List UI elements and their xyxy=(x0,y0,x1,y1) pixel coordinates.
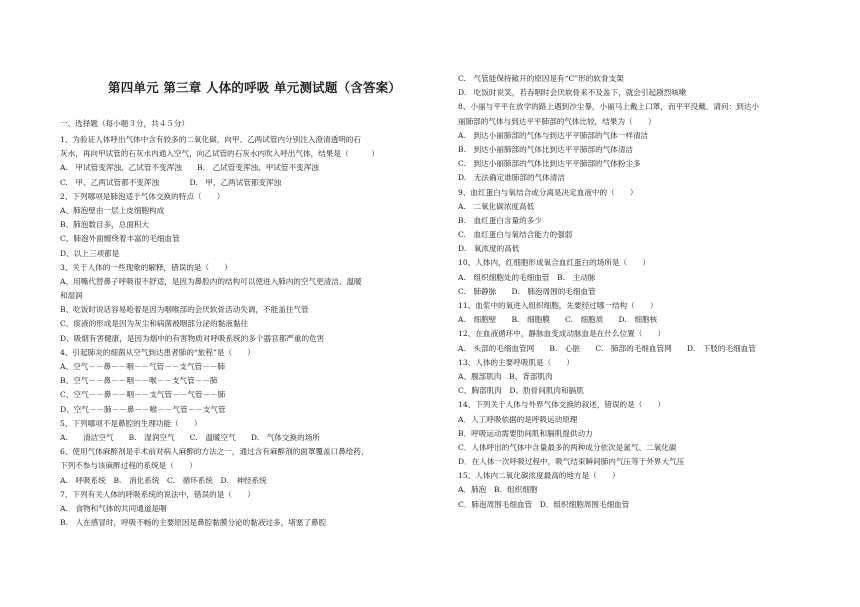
right-column-line: 10、人体内，红细胞形成氧合血红蛋白的场所是（ ） xyxy=(458,258,650,268)
left-column-line: A. 清洁空气 B. 湿润空气 C. 温暖空气 D. 气体交换的场所 xyxy=(60,432,320,442)
right-column-line: 8、小丽与平平在放学的路上遇到沙尘暴，小丽马上戴上口罩，而平平没戴．请问：到达小 xyxy=(458,102,759,112)
right-column-line: C. 血红蛋白与氧结合能力的强弱 xyxy=(458,230,573,240)
left-column-line: C、痰液的形成是因为灰尘和病菌被咽部分泌的黏液黏住 xyxy=(60,319,249,329)
right-column-line: 13、人体的主要呼吸肌是（ ） xyxy=(458,357,574,367)
right-column-line: B. 血红蛋白含量的多少 xyxy=(458,215,542,225)
right-column-line: A．人工呼吸依据的是呼吸运动原理 xyxy=(458,414,578,424)
right-column-line: A．肺泡 B．组织细胞 xyxy=(458,485,538,495)
left-column-line: A、肺泡壁由一层上皮细胞构成 xyxy=(60,205,165,215)
right-column-line: C、胸部肌肉 D、肋骨间肌肉和膈肌 xyxy=(458,386,584,396)
right-column-line: C．人体呼出的气体中含量最多的两种成分依次是氮气、二氧化碳 xyxy=(458,442,677,452)
right-column-line: A. 二氧化碳浓度高低 xyxy=(458,201,535,211)
right-column-line: 14、下列关于人体与外界气体交换的叙述，错误的是（ ） xyxy=(458,400,666,410)
right-column-line: 12、在血液循环中，静脉血变成动脉血是在什么位置（ ） xyxy=(458,329,666,339)
left-column-line: A、用嘴代替鼻子呼吸很不舒适，是因为鼻腔内的结构可以使进入肺内的空气更清洁、温暖 xyxy=(60,276,362,286)
left-column-line: 1、为验证人体呼出气体中含有较多的二氧化碳，向甲、乙两试管内分别注入澄清透明的石 xyxy=(60,135,361,144)
left-column-line: D、空气－－肺－－鼻－－喉－－气管－－支气管 xyxy=(60,404,226,414)
right-column-line: C. 到达小丽肺部的气体比到达平平肺部的气体粉尘多 xyxy=(458,159,641,169)
left-column-line: A、空气－－鼻－－咽－－气管－－支气管－－肺 xyxy=(60,362,225,371)
left-column-line: 灰水，再向甲试管的石灰水内通入空气，向乙试管的石灰水内吹入呼出气体，结果是（ ） xyxy=(60,149,379,159)
right-column-line: C. 气管能保持敞开的原因是有“C”形的软骨支架 xyxy=(458,74,624,83)
right-column xyxy=(458,72,833,512)
left-column-line: B、肺泡数目多，总面积大 xyxy=(60,220,150,230)
left-column-line: A. 食物和气体的共同通道是咽 xyxy=(60,503,167,513)
left-column-line: B. 人在感冒时，呼吸不畅的主要原因是鼻腔黏膜分泌的黏液过多，堵塞了鼻腔 xyxy=(60,518,327,528)
left-column-line: 3、关于人体的一些现象的解释，错误的是（ ） xyxy=(60,262,232,272)
left-column-line: C. 甲、乙两试管都不变浑浊 D. 甲、乙两试管都变浑浊 xyxy=(60,177,282,187)
right-column-line: D. 无法确定谁肺部的气体清洁 xyxy=(458,173,565,183)
right-column-line: B．呼吸运动需要肋间肌和膈肌提供动力 xyxy=(458,428,593,438)
left-column-line: C、肺泡外面缠绕着丰富的毛细血管 xyxy=(60,234,180,244)
right-column-line: A. 到达小丽肺部的气体与到达平平肺部的气体一样清洁 xyxy=(458,130,649,140)
left-column-line: 5、下列哪项不是鼻腔的生理功能（ ） xyxy=(60,418,202,428)
left-column-line: A. 甲试管变浑浊、乙试管不变浑浊 B. 乙试管变浑浊、甲试管不变浑浊 xyxy=(60,163,319,173)
right-column-line: 9、血红蛋白与氧结合或分离是决定血液中的（ ） xyxy=(458,187,638,197)
right-column-line: D．在人体一次呼吸过程中，吸气结束瞬间肺内气压等于外界大气压 xyxy=(458,457,685,467)
left-column-line: B、空气－－鼻－－咽－－喉－－支气管－－肺 xyxy=(60,376,218,386)
right-column-line: C. 肺静脉 D. 肺泡周围的毛细血管 xyxy=(458,286,596,296)
left-column-line: 一、选择题（每小题３分，共４５分） xyxy=(60,119,190,128)
left-column-line: B、吃饭时说话容易呛着是因为咽喉部的会厌软骨活动失调，不能盖住气管 xyxy=(60,305,309,315)
left-column xyxy=(60,117,445,530)
left-column-line: D、吸烟有害健康，是因为烟中的有害物质对呼吸系统的多个器官都严重的危害 xyxy=(60,333,325,343)
left-column-line: 4、引起肺炎的细菌从空气到达患者肺的“旅程”是（ ） xyxy=(60,347,255,357)
left-column-line: A. 呼吸系统 B. 消化系统 C. 循环系统 D. 神经系统 xyxy=(60,475,267,485)
right-column-line: D. 氧浓度的高低 xyxy=(458,244,520,254)
left-column-line: D、以上三项都是 xyxy=(60,248,120,258)
left-column-line: 2、下列哪项是肺泡适于气体交换的特点（ ） xyxy=(60,191,225,201)
left-column-line: 和湿润 xyxy=(60,291,83,301)
right-column-line: A. 头部的毛细血管网 B. 心脏 C. 肺部的毛细血管网 D. 下肢的毛细血管 xyxy=(458,343,756,353)
left-column-line: 6、使用气体麻醉剂是手术前对病人麻醉的方法之一，通过含有麻醉剂的面罩覆盖口鼻给药， xyxy=(60,447,369,457)
right-column-line: 15、人体内二氧化碳浓度最高的地方是（ ） xyxy=(458,471,620,481)
right-column-line: A、腹部肌肉 B、背部肌肉 xyxy=(458,371,553,381)
left-column-line: C、空气－－鼻－－咽－－支气管－－气管－－肺 xyxy=(60,390,226,400)
right-column-line: C．肺泡周围毛细血管 D．组织细胞周围毛细血管 xyxy=(458,499,630,509)
left-column-line: 下列不参与该麻醉过程的系统是（ ） xyxy=(60,461,197,471)
right-column-line: D. 吃饭时说笑，若吞咽时会厌软骨来不及盖下，就会引起剧烈咳嗽 xyxy=(458,88,687,98)
right-column-line: 11、血浆中的氧进入组织细胞，先要经过哪一结构（ ） xyxy=(458,301,658,310)
left-column-line: 7、下列有关人体的呼吸系统的说法中，错误的是（ ） xyxy=(60,489,255,499)
right-column-line: B. 到达小丽肺部的气体比到达平平肺部的气体清洁 xyxy=(458,144,634,154)
right-column-line: A. 细胞壁 B. 细胞膜 C. 细胞质 D. 细胞核 xyxy=(458,315,658,325)
right-column-line: 丽肺部的气体与到达平平肺部的气体比较，结果为（ ） xyxy=(458,116,656,126)
right-column-line: A. 组织细胞处的毛细血管 B. 主动脉 xyxy=(458,272,596,282)
page-title: 第四单元 第三章 人体的呼吸 单元测试题（含答案） xyxy=(108,80,402,95)
